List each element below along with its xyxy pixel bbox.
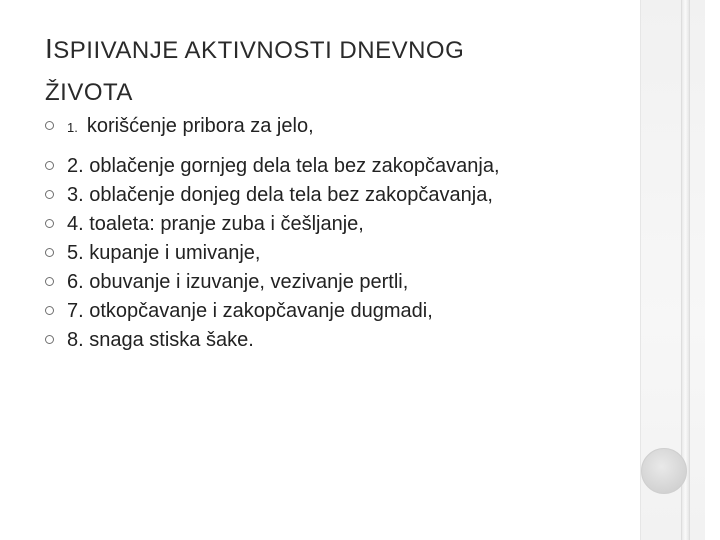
circle-bullet-icon — [45, 306, 54, 315]
list-item — [45, 152, 635, 181]
list-item-text: 8. snaga stiska šake. — [67, 329, 254, 351]
list-item — [45, 239, 635, 268]
circle-bullet-icon — [45, 161, 54, 170]
bullet-list — [45, 112, 635, 355]
title-line-1-rest: SPIIVANJE AKTIVNOSTI DNEVNOG — [53, 37, 465, 64]
list-item-text: 2. oblačenje gornjeg dela tela bez zakopčavanja, — [67, 155, 500, 177]
circle-bullet-icon — [45, 121, 54, 130]
list-item-text: 3. oblačenje donjeg dela tela bez zakopčavanja, — [67, 184, 493, 206]
list-item — [45, 181, 635, 210]
circle-bullet-icon — [45, 277, 54, 286]
strip-knob-circle — [641, 448, 687, 494]
list-item-text: korišćenje pribora za jelo, — [86, 115, 314, 137]
list-item — [45, 268, 635, 297]
side-decoration-strip — [640, 0, 705, 540]
list-item — [45, 326, 635, 355]
circle-bullet-icon — [45, 190, 54, 199]
list-item-text: 4. toaleta: pranje zuba i češljanje, — [67, 213, 364, 235]
list-item-text: 6. obuvanje i izuvanje, vezivanje pertli, — [67, 271, 409, 293]
list-item — [45, 297, 635, 326]
circle-bullet-icon — [45, 248, 54, 257]
circle-bullet-icon — [45, 335, 54, 344]
title-initial: I — [45, 33, 54, 64]
list-item-text: 5. kupanje i umivanje, — [67, 242, 261, 264]
title-line-1 — [45, 28, 605, 72]
circle-bullet-icon — [45, 219, 54, 228]
list-item — [45, 112, 635, 142]
list-item-text: 7. otkopčavanje i zakopčavanje dugmadi, — [67, 300, 433, 322]
list-item-number: 1. — [67, 120, 78, 135]
title-line-2: ŽIVOTA — [45, 79, 133, 106]
list-item — [45, 210, 635, 239]
slide-title — [45, 28, 605, 114]
